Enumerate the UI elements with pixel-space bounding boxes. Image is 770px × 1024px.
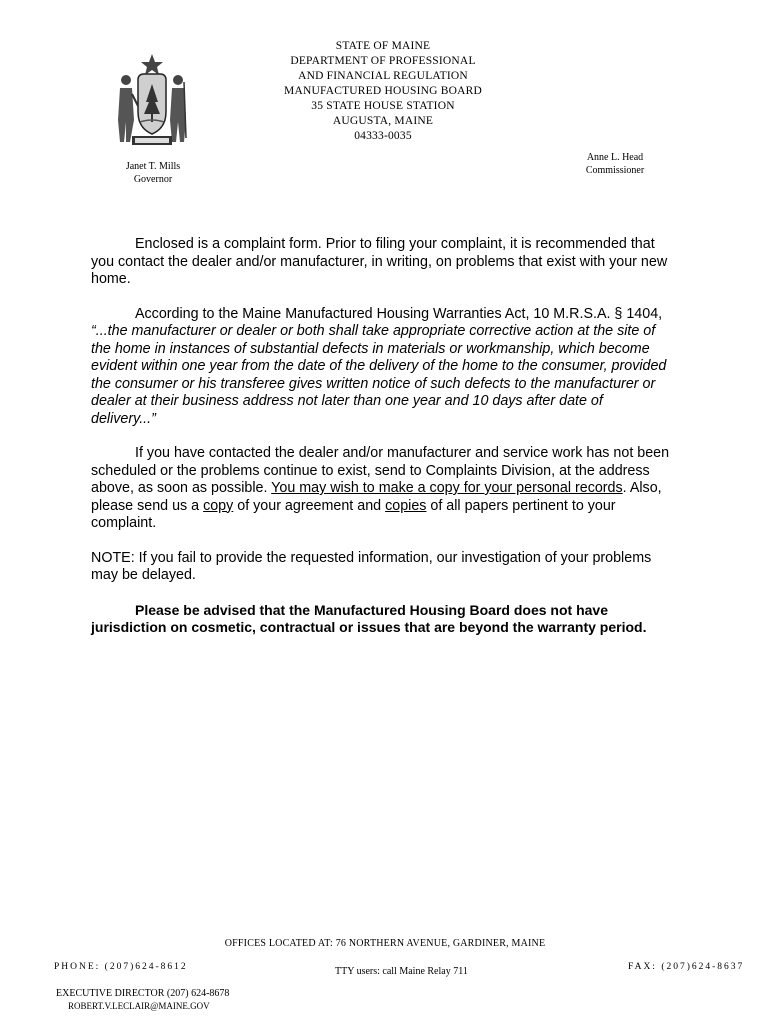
copy-records-note: You may wish to make a copy for your personal records (271, 480, 623, 496)
copy-word: copy (203, 497, 234, 514)
paragraph-jurisdiction-notice: Please be advised that the Manufactured Housing Board does not have jurisdiction on cosmetic, contractual or issues that are beyond the warranty period. (91, 601, 647, 635)
instructions-text: If you have contacted the dealer and/or manufacturer and service work has not been scheduled or the problems continue to exist, send to Complaints Division, at the address above, as soon as possible. (91, 445, 670, 496)
letterhead-line: STATE OF MAINE (335, 40, 431, 52)
paragraph-intro: Enclosed is a complaint form. Prior to filing your complaint, it is recommended that you contact the dealer and/or manufacturer, in writing, on problems that exist with your new home. (91, 236, 668, 287)
executive-director-block (56, 988, 229, 1012)
warranty-act-quote: “...the manufacturer or dealer or both shall take appropriate corrective action at the site of the home in instances of substantial defects in materials or workmanship, which become evident within one year from the date of the delivery of the home to the consumer, provided the consumer or his transferee gives written notice of such defects to the manufacturer or dealer at their business address not later than one year and 10 days after date of delivery...” (91, 323, 667, 427)
offices-address: OFFICES LOCATED AT: 76 NORTHERN AVENUE, GARDINER, MAINE (224, 938, 546, 949)
letter-body (91, 236, 671, 654)
governor-title: Governor (133, 174, 173, 185)
commissioner-block (570, 151, 660, 177)
governor-block (108, 160, 198, 186)
phone-number: PHONE: (207)624-8612 (54, 962, 188, 972)
instructions-text: of your agreement and (233, 497, 386, 514)
paragraph-warranty-act (91, 306, 671, 429)
maine-state-seal-icon (112, 50, 192, 150)
paragraph-note: NOTE: If you fail to provide the requested information, our investigation of your problems may be delayed. (91, 549, 652, 583)
paragraph-instructions (91, 445, 671, 533)
letterhead-line: AND FINANCIAL REGULATION (298, 70, 468, 82)
warranty-act-citation: According to the Maine Manufactured Housing Warranties Act, 10 M.R.S.A. § 1404, (135, 305, 663, 322)
fax-number: FAX: (207)624-8637 (628, 962, 745, 972)
commissioner-title: Commissioner (585, 165, 645, 176)
copies-word: copies (385, 497, 427, 514)
tty-info: TTY users: call Maine Relay 711 (335, 966, 468, 977)
executive-director-phone: EXECUTIVE DIRECTOR (207) 624-8678 (56, 988, 230, 999)
executive-director-email: ROBERT.V.LECLAIR@MAINE.GOV (68, 1001, 210, 1011)
letterhead-line: 35 STATE HOUSE STATION (311, 100, 455, 112)
letterhead-line: AUGUSTA, MAINE (332, 115, 434, 127)
instructions-text: of all papers pertinent to your complaint. (91, 497, 616, 531)
letterhead-line: 04333-0035 (354, 130, 412, 142)
letterhead-line: DEPARTMENT OF PROFESSIONAL (290, 55, 476, 67)
instructions-text: . Also, please send us a (91, 480, 662, 514)
letterhead-line: MANUFACTURED HOUSING BOARD (284, 85, 482, 97)
governor-name: Janet T. Mills (125, 161, 181, 172)
letterhead (270, 39, 496, 144)
commissioner-name: Anne L. Head (586, 152, 644, 163)
